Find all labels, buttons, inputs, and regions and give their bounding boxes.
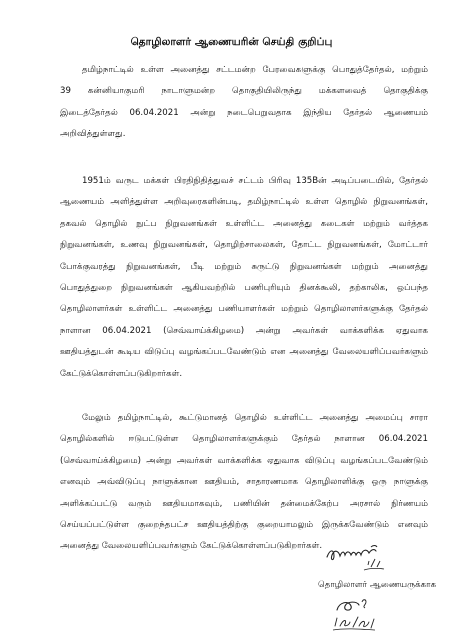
designation-label: தொழிலாளர் ஆணையருக்காக: [318, 580, 437, 590]
paragraph-line: தமிழ்நாட்டில் உள்ள அனைத்து சட்டமன்ற பேரவைகளுக்கு பொதுத்தேர்தல், மற்றும்: [82, 65, 428, 75]
initials-signature-icon: [329, 596, 377, 636]
paragraph-line: 39 கன்னியாகுமரி நாடாளுமன்ற தொகுதியிலிருந்து மக்களவைத் தொகுதிக்கு: [60, 86, 428, 97]
paragraph-line: (செவ்வாய்க்கிழமை) அன்று அவர்கள் வாக்களிக்க ஏதுவாக விடுப்பு வழங்கப்படவேண்டும்: [60, 455, 428, 466]
paragraph-line: ஊதியத்துடன் கூடிய விடுப்பு வழங்கப்படவேண்டும் என அனைத்து வேலையளிப்பவர்களும்: [60, 347, 428, 358]
paragraph-line: போக்குவரத்து நிறுவனங்கள், பீடி மற்றும் சுருட்டு நிறுவனங்கள் மற்றும் அனைத்து: [60, 261, 428, 272]
paragraph-line: ஆணையம் அளித்துள்ள அறிவுரைகளின்படி, தமிழ்நாட்டில் உள்ள தொழில் நிறுவனங்கள்,: [60, 197, 428, 208]
paragraph-line: எனவும் அவ்விடுப்பு நாளுக்கான ஊதியம், சாதாரணமாக தொழிலாளிக்கு ஒரு நாளுக்கு: [60, 477, 428, 488]
paragraph-line: அறிவித்துள்ளது.: [60, 129, 126, 140]
paragraph-line: செய்யப்பட்டுள்ள குறைந்தபட்ச ஊதியத்திற்கு குறையாமலும் இருக்கவேண்டும் எனவும்: [60, 520, 428, 531]
paragraph-line: தொழிலாளர்கள் உள்ளிட்ட அனைத்து பணியாளர்கள் மற்றும் தொழிலாளர்களுக்கு தேர்தல்: [60, 304, 428, 315]
paragraph-line: அளிக்கப்பட்டு வரும் ஊதியமாகவும், பணியின் தன்மைக்கேற்ப அரசால் நிர்ணயம்: [60, 498, 428, 509]
paragraph-line: இடைத்தேர்தல் 06.04.2021 அன்று நடைபெறுவதாக இந்திய தேர்தல் ஆணையம்: [60, 107, 428, 118]
paragraph-line: மேலும் தமிழ்நாட்டில், கூட்டுமானத் தொழில் உள்ளிட்ட அனைத்து அமைப்பு சாரா: [82, 413, 428, 423]
paragraph-paid-holiday-directive: [60, 171, 428, 385]
handwritten-signature-icon: [324, 543, 388, 575]
paragraph-line: தகவல் தொழில் நுட்ப நிறுவனங்கள் உள்ளிட்ட அனைத்து கடைகள் மற்றும் வர்த்தக: [60, 218, 428, 229]
document-title: தொழிலாளர் ஆணையரின் செய்தி குறிப்பு: [130, 36, 333, 48]
paragraph-line: பொதுத்துறை நிறுவனங்கள் ஆகியவற்றில் பணிபுரியும் தினக்கூலி, தற்காலிக, ஒப்பந்த: [60, 283, 428, 294]
paragraph-unorganised-workers: [60, 408, 428, 558]
paragraph-line: நிறுவனங்கள், உணவு நிறுவனங்கள், தொழிற்சாலைகள், தோட்ட நிறுவனங்கள், மோட்டார்: [60, 240, 428, 251]
paragraph-line: 1951ம் வருட மக்கள் பிரதிநிதித்துவச் சட்டம் பிரிவு 135Bன் அடிப்படையில், தேர்தல்: [82, 176, 428, 186]
paragraph-line: அனைத்து வேலையளிப்பவர்களும் கேட்டுக்கொள்ளப்படுகிறார்கள்.: [60, 541, 323, 552]
paragraph-line: நாளான 06.04.2021 (செவ்வாய்க்கிழமை) அன்று அவர்கள் வாக்களிக்க ஏதுவாக: [60, 325, 428, 336]
paragraph-election-announcement: [60, 60, 428, 146]
paragraph-line: தொழில்களில் ஈடுபட்டுள்ள தொழிலாளர்களுக்கும் தேர்தல் நாளான 06.04.2021: [60, 434, 428, 445]
paragraph-line: கேட்டுக்கொள்ளப்படுகிறார்கள்.: [60, 368, 183, 379]
